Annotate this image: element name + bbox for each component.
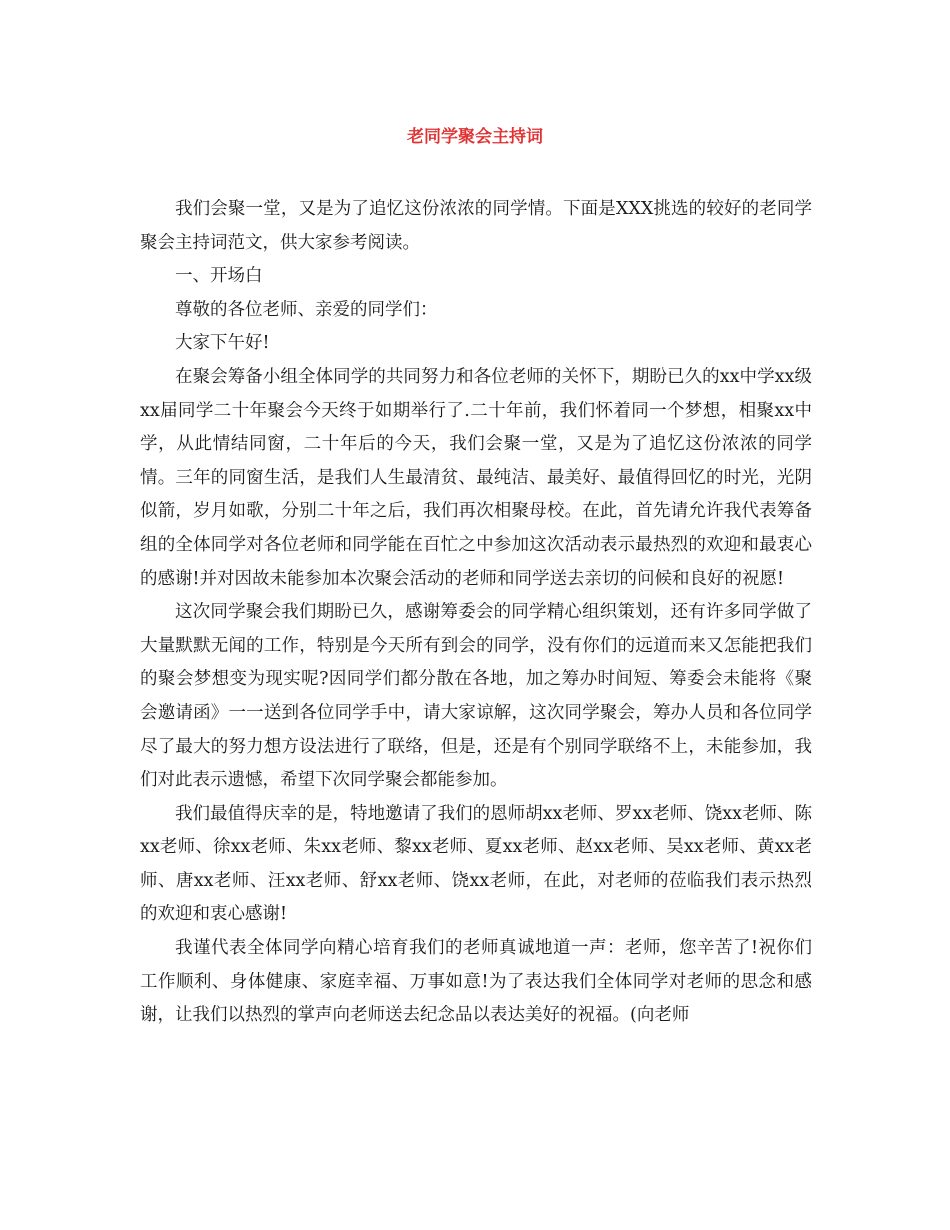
paragraph-salutation: 尊敬的各位老师、亲爱的同学们： bbox=[175, 299, 438, 320]
document-title: 老同学聚会主持词 bbox=[407, 127, 543, 147]
paragraph-gratitude: 我谨代表全体同学向精心培育我们的老师真诚地道一声：老师，您辛苦了!祝你们工作顺利、身体健康、家庭幸福、万事如意!为了表达我们全体同学对老师的思念和感谢，让我们以热烈的掌声向老师送去纪念品以表达美好的祝福。(向老师 bbox=[140, 938, 812, 1026]
paragraph-intro: 我们会聚一堂，又是为了追忆这份浓浓的同学情。下面是XXX挑选的较好的老同学聚会主持词范文，供大家参考阅读。 bbox=[140, 199, 812, 253]
document-body bbox=[140, 193, 812, 1033]
paragraph-greeting: 大家下午好! bbox=[175, 333, 270, 354]
paragraph-welcome: 在聚会筹备小组全体同学的共同努力和各位老师的关怀下，期盼已久的xx中学xx级xx届同学二十年聚会今天终于如期举行了.二十年前，我们怀着同一个梦想，相聚xx中学，从此情结同窗，二十年后的今天，我们会聚一堂，又是为了追忆这份浓浓的同学情。三年的同窗生活，是我们人生最清贫、最纯洁、最美好、最值得回忆的时光，光阴似箭，岁月如歌，分别二十年之后，我们再次相聚母校。在此，首先请允许我代表筹备组的全体同学对各位老师和同学能在百忙之中参加这次活动表示最热烈的欢迎和最衷心的感谢!并对因故未能参加本次聚会活动的老师和同学送去亲切的问候和良好的祝愿! bbox=[140, 366, 812, 589]
paragraph-teachers-list: 我们最值得庆幸的是，特地邀请了我们的恩师胡xx老师、罗xx老师、饶xx老师、陈xx老师、徐xx老师、朱xx老师、黎xx老师、夏xx老师、赵xx老师、吴xx老师、黄xx老师、唐xx老师、汪xx老师、舒xx老师、饶xx老师，在此，对老师的莅临我们表示热烈的欢迎和衷心感谢! bbox=[140, 803, 812, 925]
paragraph-section-heading: 一、开场白 bbox=[175, 266, 263, 287]
paragraph-thanks-committee: 这次同学聚会我们期盼已久，感谢筹委会的同学精心组织策划，还有许多同学做了大量默默无闻的工作，特别是今天所有到会的同学，没有你们的远道而来又怎能把我们的聚会梦想变为现实呢?因同学们都分散在各地，加之筹办时间短、筹委会未能将《聚会邀请函》一一送到各位同学手中，请大家谅解，这次同学聚会，筹办人员和各位同学尽了最大的努力想方设法进行了联络，但是，还是有个别同学联络不上，未能参加，我们对此表示遗憾，希望下次同学聚会都能参加。 bbox=[140, 602, 812, 791]
